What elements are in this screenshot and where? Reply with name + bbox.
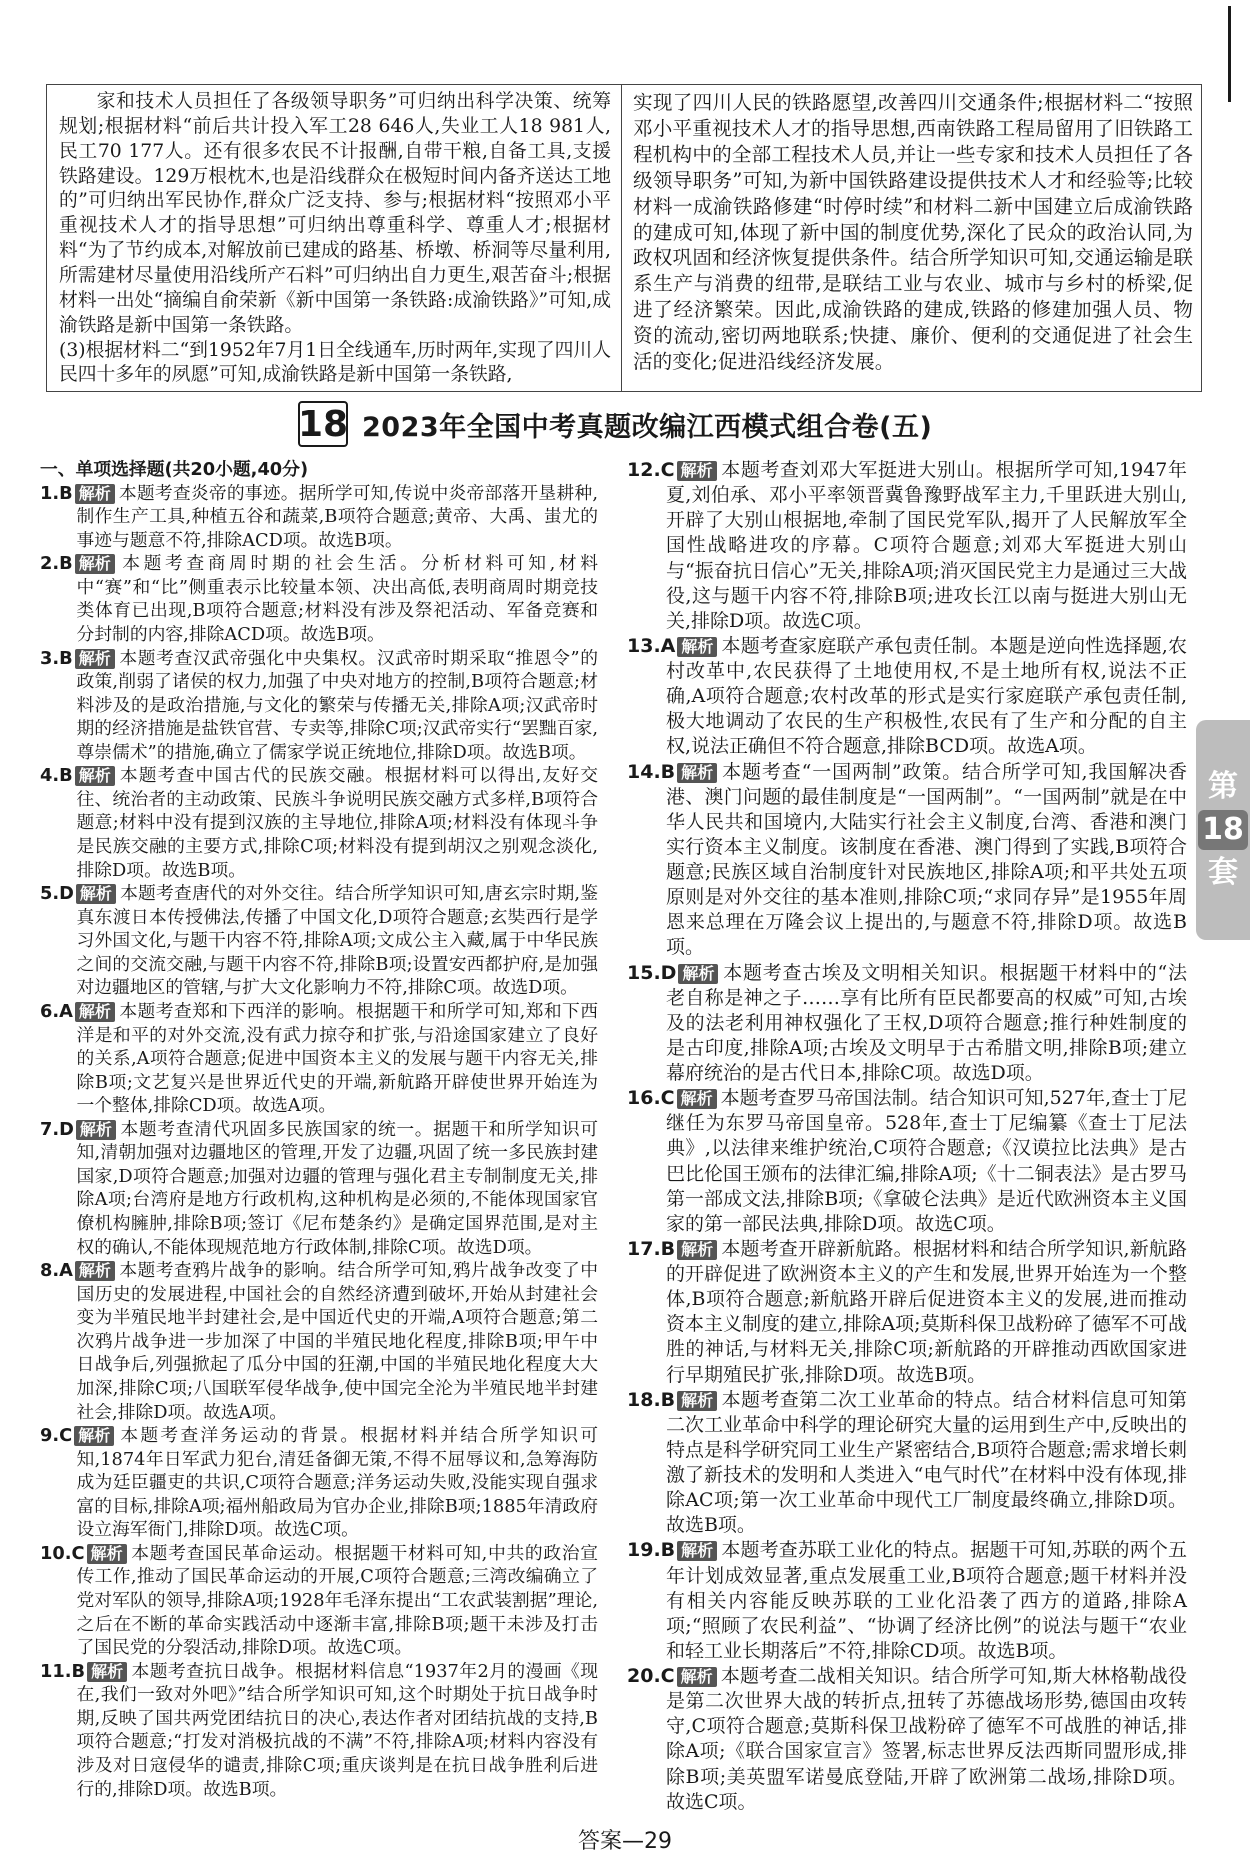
answer-explanation: 本题考查苏联工业化的特点。据题干可知,苏联的两个五年计划成效显著,重点发展重工业,B项符合题意;题干材料并没有相关内容能反映苏联的工业化沿袭了西方的道路,排除A项;“照顾了农民利益”、“协调了经济比例”的说法与题干“农业和轻工业长期落后”不符,排除CD项。故选B项。 bbox=[665, 1539, 1187, 1662]
answer-number: 16. bbox=[627, 1087, 661, 1110]
answer-item bbox=[40, 882, 598, 1000]
answer-number: 11. bbox=[40, 1660, 72, 1682]
answer-number: 13. bbox=[627, 634, 661, 657]
analysis-tag: 解析 bbox=[75, 1261, 115, 1281]
answer-number: 12. bbox=[627, 459, 661, 481]
answer-item bbox=[627, 1388, 1187, 1539]
answer-explanation: 本题考查“一国两制”政策。结合所学可知,我国解决香港、澳门问题的最佳制度是“一国两制”。“一国两制”就是在中华人民共和国境内,大陆实行社会主义制度,台湾、香港和澳门实行资本主义制度。该制度在香港、澳门得到了实践,B项符合题意;民族区域自治制度针对民族地区,排除A项;和平共处五项原则是对外交往的基本准则,排除C项;“求同存异”是1955年周恩来总理在万隆会议上提出的,与题意不符,排除D项。故选B项。 bbox=[665, 760, 1187, 959]
prev-right-para-1: 实现了四川人民的铁路愿望,改善四川交通条件;根据材料二“按照邓小平重视技术人才的指导思想,西南铁路工程局留用了旧铁路工程机构中的全部工程技术人员,并让一些专家和技术人员担任了各级领导职务”可知,为新中国铁路建设提供技术人才和经验等;比较材料一成渝铁路修建“时停时续”和材料二新中国建立后成渝铁路的建成可知,体现了新中国的制度优势,深化了民众的政治认同,为政权巩固和经济恢复提供条件。结合所学知识可知,交通运输是联系生产与消费的纽带,是联结工业与农业、城市与乡村的桥梁,促进了经济繁荣。因此,成渝铁路的建成,铁路的修建加强人员、物资的流动,密切两地联系;快捷、廉价、便利的交通促进了社会生活的变化;促进沿线经济发展。 bbox=[633, 91, 1193, 374]
answer-choice: B bbox=[59, 482, 73, 504]
answer-explanation: 本题考查抗日战争。根据材料信息“1937年2月的漫画《现在,我们一致对外吧》”结合所学知识可知,这个时期处于抗日战争时期,反映了国共两党团结抗日的决心,表达作者对团结抗战的支持,B项符合题意;“打发对消极抗战的不满”不符,排除A项;材料内容没有涉及对日寇侵华的谴责,排除C项;重庆谈判是在抗日战争胜利后进行的,排除D项。故选B项。 bbox=[76, 1660, 598, 1800]
answer-item bbox=[627, 634, 1187, 760]
answer-choice: A bbox=[660, 634, 676, 657]
previous-answer-right-column bbox=[633, 90, 1193, 375]
answer-choice: B bbox=[71, 1660, 86, 1682]
answer-choice: C bbox=[660, 1665, 675, 1687]
answer-choice: C bbox=[71, 1542, 85, 1564]
paper-number-badge: 18 bbox=[298, 401, 348, 447]
answer-item bbox=[40, 1660, 598, 1801]
analysis-tag: 解析 bbox=[76, 1120, 116, 1140]
answer-number: 19. bbox=[627, 1539, 661, 1562]
answer-choice: B bbox=[660, 1237, 676, 1260]
answer-explanation: 本题考查唐代的对外交往。结合所学知识可知,唐玄宗时期,鉴真东渡日本传授佛法,传播了中国文化,D项符合题意;玄奘西行是学习外国文化,与题干内容不符,排除A项;文成公主入藏,属于中华民族之间的交流交融,与题干内容不符,排除B项;设置安西都护府,是加强对边疆地区的管辖,与扩大文化影响力不符,排除C项。故选D项。 bbox=[76, 883, 598, 999]
analysis-tag: 解析 bbox=[678, 964, 718, 984]
analysis-tag: 解析 bbox=[677, 637, 717, 657]
answers-left-column bbox=[40, 458, 598, 1801]
analysis-tag: 解析 bbox=[677, 1391, 717, 1411]
answer-item bbox=[40, 764, 598, 882]
answer-number: 14. bbox=[627, 760, 661, 783]
answer-item bbox=[40, 1424, 598, 1542]
page-footer: 答案—29 bbox=[578, 1829, 672, 1854]
answer-explanation: 本题考查洋务运动的背景。根据材料并结合所学知识可知,1874年日军武力犯台,清廷备御无策,不得不屈辱议和,急筹海防成为廷臣疆吏的共识,C项符合题意;洋务运动失败,没能实现自强求富的目标,排除A项;福州船政局为官办企业,排除B项;1885年清政府设立海军衙门,排除D项。故选C项。 bbox=[76, 1425, 598, 1541]
analysis-tag: 解析 bbox=[74, 1426, 114, 1446]
side-tab-bottom: 套 bbox=[1208, 855, 1238, 890]
answer-choice: C bbox=[660, 459, 675, 481]
answer-explanation: 本题考查家庭联产承包责任制。本题是逆向性选择题,农村改革中,农民获得了土地使用权,不是土地所有权,说法不正确,A项符合题意;农村改革的形式是实行家庭联产承包责任制,极大地调动了农民的生产积极性,农民有了生产和分配的自主权,说法正确但不符合题意,排除BCD项。故选A项。 bbox=[665, 634, 1187, 758]
answer-choice: B bbox=[660, 1539, 676, 1562]
analysis-tag: 解析 bbox=[677, 1667, 717, 1687]
answer-number: 1. bbox=[40, 482, 60, 504]
answer-choice: A bbox=[59, 1000, 73, 1022]
answer-item bbox=[40, 647, 598, 765]
answer-choice: B bbox=[59, 553, 73, 575]
answer-explanation: 本题考查中国古代的民族交融。根据材料可以得出,友好交往、统治者的主动政策、民族斗争说明民族交融方式多样,B项符合题意;材料中没有提到汉族的主导地位,排除A项;材料没有体现斗争是民族交融的主要方式,排除C项;材料没有提到胡汉之别观念淡化,排除D项。故选B项。 bbox=[76, 765, 598, 881]
answer-choice: D bbox=[59, 883, 74, 905]
answer-item bbox=[627, 458, 1187, 634]
analysis-tag: 解析 bbox=[75, 554, 115, 574]
answer-explanation: 本题考查罗马帝国法制。结合知识可知,527年,查士丁尼继任为东罗马帝国皇帝。528年,查士丁尼编纂《查士丁尼法典》,以法律来维护统治,C项符合题意;《汉谟拉比法典》是古巴比伦国王颁布的法律汇编,排除A项;《十二铜表法》是古罗马第一部成文法,排除B项;《拿破仑法典》是近代欧洲资本主义国家的第一部民法典,排除D项。故选C项。 bbox=[665, 1087, 1187, 1235]
analysis-tag: 解析 bbox=[677, 1541, 717, 1561]
answer-choice: C bbox=[59, 1425, 73, 1447]
answer-item bbox=[627, 1664, 1187, 1815]
answer-number: 10. bbox=[40, 1542, 72, 1564]
set-number-side-tab bbox=[1196, 720, 1250, 940]
top-right-rule bbox=[1228, 6, 1231, 102]
answer-explanation: 本题考查二战相关知识。结合所学可知,斯大林格勒战役是第二次世界大战的转折点,扭转了苏德战场形势,德国由攻转守,C项符合题意;莫斯科保卫战粉碎了德军不可战胜的神话,排除A项;《联合国家宣言》签署,标志世界反法西斯同盟形成,排除B项;美英盟军诺曼底登陆,开辟了欧洲第二战场,排除D项。故选C项。 bbox=[665, 1665, 1187, 1813]
answer-item bbox=[627, 1538, 1187, 1664]
answer-number: 2. bbox=[40, 553, 60, 575]
answer-number: 4. bbox=[40, 765, 60, 787]
answer-item bbox=[627, 760, 1187, 961]
answer-number: 6. bbox=[40, 1000, 60, 1022]
answer-item bbox=[40, 552, 598, 646]
answer-explanation: 本题考查刘邓大军挺进大别山。根据所学可知,1947年夏,刘伯承、邓小平率领晋冀鲁豫野战军主力,千里跃进大别山,开辟了大别山根据地,牵制了国民党军队,揭开了人民解放军全国性战略进攻的序幕。C项符合题意;刘邓大军挺进大别山与“振奋抗日信心”无关,排除A项;消灭国民党主力是通过三大战役,这与题干内容不符,排除B项;进攻长江以南与挺进大别山无关,排除D项。故选C项。 bbox=[665, 459, 1187, 632]
answer-explanation: 本题考查鸦片战争的影响。结合所学可知,鸦片战争改变了中国历史的发展进程,中国社会的自然经济遭到破坏,开始从封建社会变为半殖民地半封建社会,是中国近代史的开端,A项符合题意;第二次鸦片战争进一步加深了中国的半殖民地化程度,排除B项;甲午中日战争后,列强掀起了瓜分中国的狂潮,中国的半殖民地化程度大大加深,排除C项;八国联军侵华战争,使中国完全沦为半殖民地半封建社会,排除D项。故选A项。 bbox=[76, 1260, 598, 1423]
paper-title-row bbox=[298, 397, 932, 451]
answer-number: 17. bbox=[627, 1237, 661, 1260]
analysis-tag: 解析 bbox=[75, 484, 115, 504]
answer-number: 7. bbox=[40, 1118, 60, 1140]
answer-choice: A bbox=[59, 1260, 73, 1282]
answer-explanation: 本题考查商周时期的社会生活。分析材料可知,材料中“赛”和“比”侧重表示比较量本领、决出高低,表明商周时期竞技类体育已出现,B项符合题意;材料没有涉及祭祀活动、军备竞赛和分封制的内容,排除ACD项。故选B项。 bbox=[76, 553, 598, 645]
previous-answer-box bbox=[46, 84, 1202, 392]
answer-explanation: 本题考查郑和下西洋的影响。根据题干和所学可知,郑和下西洋是和平的对外交流,没有武力掠夺和扩张,与沿途国家建立了良好的关系,A项符合题意;促进中国资本主义的发展与题干内容无关,排除B项;文艺复兴是世界近代史的开端,新航路开辟使世界开始连为一个整体,排除CD项。故选A项。 bbox=[76, 1000, 598, 1117]
answer-item bbox=[40, 1259, 598, 1424]
analysis-tag: 解析 bbox=[87, 1544, 127, 1564]
answers-list-right bbox=[627, 458, 1187, 1815]
answer-explanation: 本题考查汉武帝强化中央集权。汉武帝时期采取“推恩令”的政策,削弱了诸侯的权力,加强了中央对地方的控制,B项符合题意;材料涉及的是政治措施,与文化的繁荣与传播无关,排除A项;汉武帝时期的经济措施是盐铁官营、专卖等,排除C项;汉武帝实行“罢黜百家,尊崇儒术”的措施,确立了儒家学说正统地位,排除D项。故选B项。 bbox=[76, 647, 598, 763]
answer-item bbox=[627, 1237, 1187, 1388]
answer-choice: B bbox=[59, 765, 73, 787]
answer-explanation: 本题考查炎帝的事迹。据所学可知,传说中炎帝部落开垦耕种,制作生产工具,种植五谷和蔬菜,B项符合题意;黄帝、大禹、蚩尤的事迹与题意不符,排除ACD项。故选B项。 bbox=[76, 482, 598, 551]
answer-explanation: 本题考查古埃及文明相关知识。根据题干材料中的“法老自称是神之子……享有比所有臣民都要高的权威”可知,古埃及的法老利用神权强化了王权,D项符合题意;推行种姓制度的是古印度,排除A项;古埃及文明早于古希腊文明,排除B项;建立幕府统治的是古代日本,排除C项。故选D项。 bbox=[665, 961, 1187, 1084]
previous-answer-left-column bbox=[59, 90, 611, 388]
answer-number: 9. bbox=[40, 1425, 60, 1447]
answers-right-column bbox=[627, 458, 1187, 1815]
analysis-tag: 解析 bbox=[76, 884, 116, 904]
answer-explanation: 本题考查国民革命运动。根据题干材料可知,中共的政治宣传工作,推动了国民革命运动的开展,C项符合题意;三湾改编确立了党对军队的领导,排除A项;1928年毛泽东提出“工农武装割据”理论,之后在不断的革命实践活动中逐渐丰富,排除B项;题干未涉及打击了国民党的分裂活动,排除D项。故选C项。 bbox=[76, 1542, 598, 1659]
analysis-tag: 解析 bbox=[75, 649, 115, 669]
answer-number: 15. bbox=[627, 961, 661, 984]
answer-choice: D bbox=[660, 961, 677, 984]
answer-item bbox=[40, 1118, 598, 1259]
answer-choice: B bbox=[660, 760, 676, 783]
analysis-tag: 解析 bbox=[75, 766, 115, 786]
answer-choice: B bbox=[660, 1388, 676, 1411]
answers-list-left bbox=[40, 482, 598, 1802]
answer-number: 8. bbox=[40, 1260, 60, 1282]
answer-item bbox=[627, 1086, 1187, 1237]
answer-item bbox=[40, 482, 598, 553]
side-tab-top: 第 bbox=[1208, 769, 1238, 804]
answer-explanation: 本题考查第二次工业革命的特点。结合材料信息可知第二次工业革命中科学的理论研究大量的运用到生产中,反映出的特点是科学研究同工业生产紧密结合,B项符合题意;需求增长刺激了新技术的发明和人类进入“电气时代”在材料中没有体现,排除AC项;第一次工业革命中现代工厂制度最终确立,排除D项。故选B项。 bbox=[665, 1388, 1187, 1537]
answer-number: 20. bbox=[627, 1665, 661, 1687]
section-title: 一、单项选择题(共20小题,40分) bbox=[40, 459, 309, 480]
prev-left-para-2: (3)根据材料二“到1952年7月1日全线通车,历时两年,实现了四川人民四十多年的夙愿”可知,成渝铁路是新中国第一条铁路, bbox=[59, 339, 611, 386]
side-tab-number: 18 bbox=[1198, 810, 1248, 850]
answer-explanation: 本题考查清代巩固多民族国家的统一。据题干和所学知识可知,清朝加强对边疆地区的管理,开发了边疆,巩固了统一多民族封建国家,D项符合题意;加强对边疆的管理与强化君主专制制度无关,排除A项;台湾府是地方行政机构,这种机构是必须的,不能体现国家官僚机构臃肿,排除B项;签订《尼布楚条约》是确定国界范围,是对主权的确认,不能体现规范地方行政体制,排除C项。故选D项。 bbox=[76, 1118, 598, 1258]
answer-number: 5. bbox=[40, 883, 60, 905]
prev-left-para-1: 家和技术人员担任了各级领导职务”可归纳出科学决策、统筹规划;根据材料“前后共计投入军工28 646人,失业工人18 981人,民工70 177人。还有很多农民不计报酬,自带干粮,自备工具,支援铁路建设。129万根枕木,也是沿线群众在极短时间内备齐送达工地的”可归纳出军民协作,群众广泛支持、参与;根据材料“按照邓小平重视技术人才的指导思想”可归纳出尊重科学、尊重人才;根据材料“为了节约成本,对解放前已建成的路基、桥墩、桥洞等尽量利用,所需建材尽量使用沿线所产石料”可归纳出自力更生,艰苦奋斗;根据材料一出处“摘编自俞荣新《新中国第一条铁路:成渝铁路》”可知,成渝铁路是新中国第一条铁路。 bbox=[59, 91, 611, 336]
analysis-tag: 解析 bbox=[87, 1662, 127, 1682]
column-divider bbox=[621, 85, 622, 391]
analysis-tag: 解析 bbox=[677, 1240, 717, 1260]
analysis-tag: 解析 bbox=[677, 763, 717, 783]
answer-item bbox=[40, 1542, 598, 1660]
analysis-tag: 解析 bbox=[677, 461, 717, 481]
analysis-tag: 解析 bbox=[75, 1002, 115, 1022]
answer-choice: D bbox=[59, 1118, 74, 1140]
answer-number: 18. bbox=[627, 1388, 661, 1411]
answer-item bbox=[40, 1000, 598, 1118]
answer-choice: C bbox=[660, 1087, 675, 1110]
answer-number: 3. bbox=[40, 647, 60, 669]
answer-item bbox=[627, 961, 1187, 1087]
answer-explanation: 本题考查开辟新航路。根据材料和结合所学知识,新航路的开辟促进了欧洲资本主义的产生和发展,世界开始连为一个整体,B项符合题意;新航路开辟后促进资本主义的发展,进而推动资本主义制度的建立,排除A项;莫斯科保卫战粉碎了德军不可战胜的神话,与材料无关,排除C项;新航路的开辟推动西欧国家进行早期殖民扩张,排除D项。故选B项。 bbox=[665, 1237, 1187, 1386]
answer-choice: B bbox=[59, 647, 73, 669]
paper-title: 2023年全国中考真题改编江西模式组合卷(五) bbox=[362, 411, 933, 443]
analysis-tag: 解析 bbox=[677, 1089, 717, 1109]
